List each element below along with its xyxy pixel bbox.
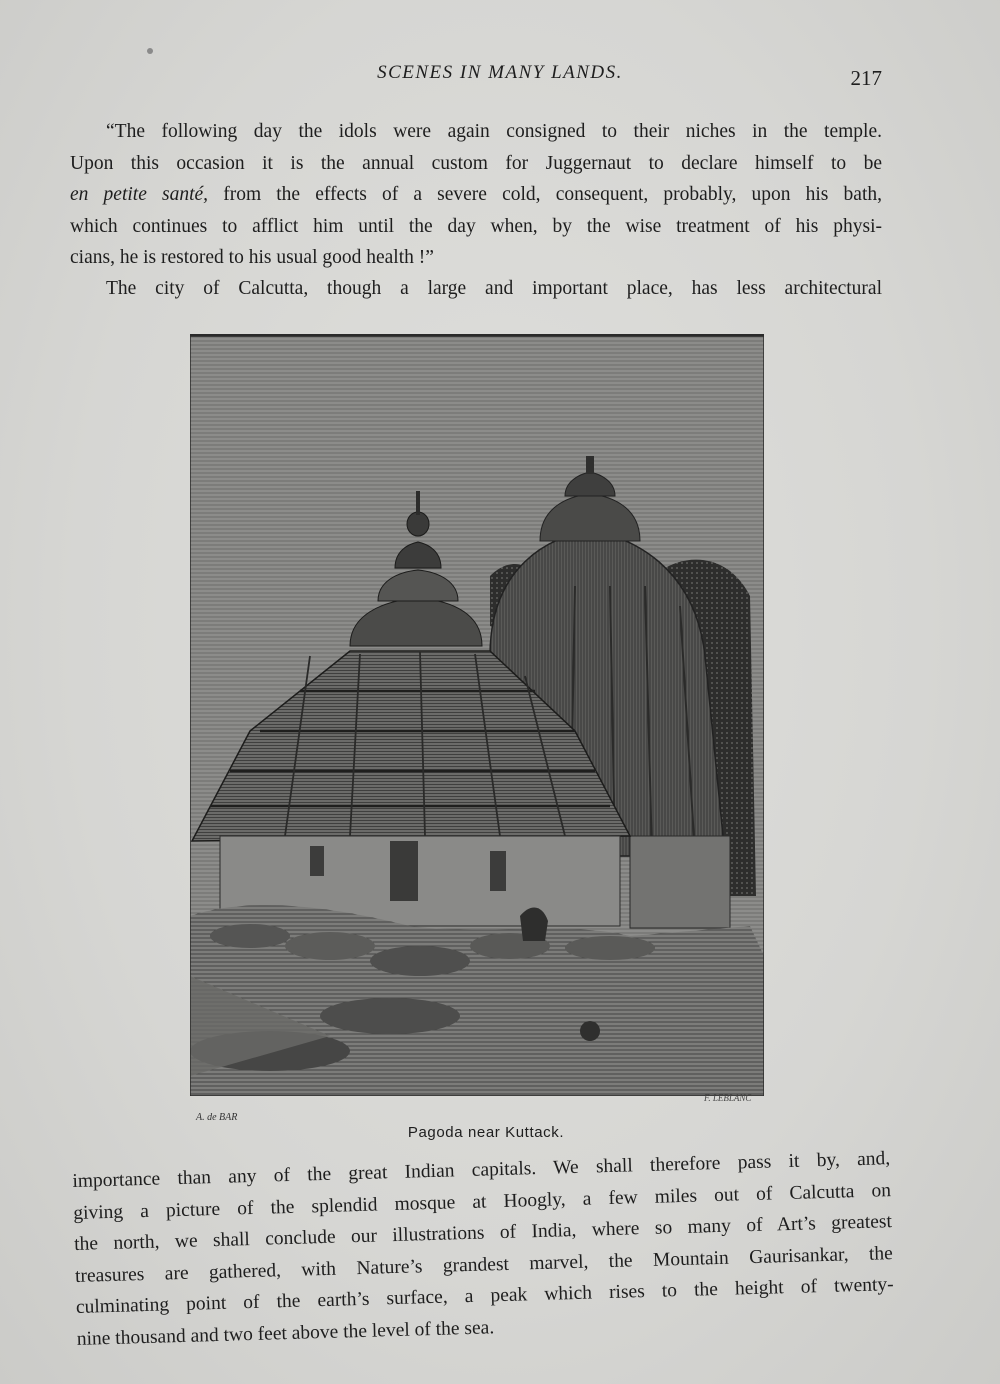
text-line: which continues to afflict him until the day when, by the wise treatment of his physi- (70, 215, 882, 237)
text-line: cians, he is restored to his usual good health !” (70, 247, 434, 268)
text-line: importance than any of the great Indian capitals. We shall therefore pass it by, and, (72, 1148, 891, 1192)
text-line: giving a picture of the splendid mosque at Hoogly, a few miles out of Calcutta on (73, 1179, 892, 1224)
engraver-signature-left: A. de BAR (196, 1112, 238, 1123)
text-line: the north, we shall conclude our illustrations of India, where so many of Art’s greatest (73, 1211, 893, 1255)
figure-caption: Pagoda near Kuttack. (407, 1124, 565, 1141)
engraver-signature-right: F. LEBLANC (704, 1093, 752, 1103)
engraving-illustration (190, 336, 764, 1096)
engraving-pagoda (190, 334, 764, 1096)
paragraph-calcutta (70, 273, 882, 305)
text-line (70, 179, 882, 211)
text-line: “The following day the idols were again consigned to their niches in the temple. (106, 121, 882, 142)
text-line: culminating point of the earth’s surface, a peak which rises to the height of twenty- (75, 1274, 894, 1318)
text-line: treasures are gathered, with Nature’s grandest marvel, the Mountain Gaurisankar, the (74, 1242, 894, 1287)
paragraph-continuation (72, 1143, 895, 1355)
text-line: Upon this occasion it is the annual custom for Juggernaut to declare himself to be (70, 152, 882, 174)
paragraph-quote (70, 116, 882, 274)
text-line: The city of Calcutta, though a large and important place, has less architectural (106, 278, 882, 299)
text-fragment: from the effects of a severe cold, consequent, probably, upon his bath, (223, 184, 882, 205)
ink-speck (147, 48, 153, 54)
page-number: 217 (850, 66, 882, 90)
running-title: SCENES IN MANY LANDS. (377, 62, 623, 83)
italic-phrase: en petite santé, (70, 184, 209, 205)
text-line: nine thousand and two feet above the level of the sea. (76, 1316, 495, 1350)
